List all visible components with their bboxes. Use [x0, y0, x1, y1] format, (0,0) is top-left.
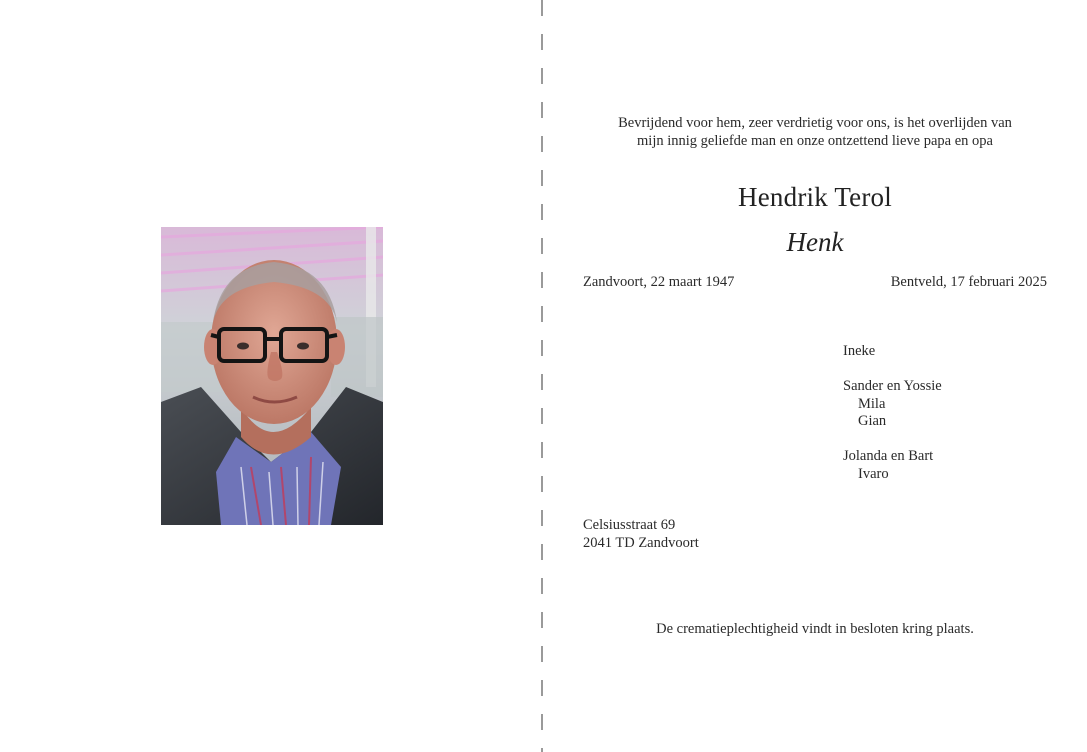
- intro-line-2: mijn innig geliefde man en onze ontzettend lieve papa en opa: [637, 133, 993, 149]
- portrait-photo: [161, 227, 383, 525]
- deceased-nickname: Henk: [786, 227, 844, 257]
- death-place-date: Bentveld, 17 februari 2025: [890, 274, 1047, 290]
- family-couple-2: Jolanda en Bart: [843, 448, 934, 464]
- ceremony-note: De crematieplechtigheid vindt in besloten kring plaats.: [656, 621, 974, 637]
- birth-place-date: Zandvoort, 22 maart 1947: [583, 274, 735, 290]
- fold-line-divider: [541, 0, 543, 752]
- family-grandchild: Mila: [858, 395, 886, 412]
- family-spouse: Ineke: [843, 343, 876, 359]
- family-couple-1: Sander en Yossie: [843, 378, 942, 394]
- intro-text: [583, 114, 1047, 150]
- family-grandchild: Ivaro: [858, 465, 889, 482]
- intro-line-1: Bevrijdend voor hem, zeer verdrietig voor ons, is het overlijden van: [618, 115, 1012, 131]
- address-city: 2041 TD Zandvoort: [583, 534, 699, 551]
- deceased-name: Hendrik Terol: [738, 182, 892, 212]
- correspondence-address: [583, 517, 699, 552]
- address-street: Celsiusstraat 69: [583, 517, 676, 533]
- family-list: [843, 343, 942, 483]
- family-grandchild: Gian: [858, 413, 887, 429]
